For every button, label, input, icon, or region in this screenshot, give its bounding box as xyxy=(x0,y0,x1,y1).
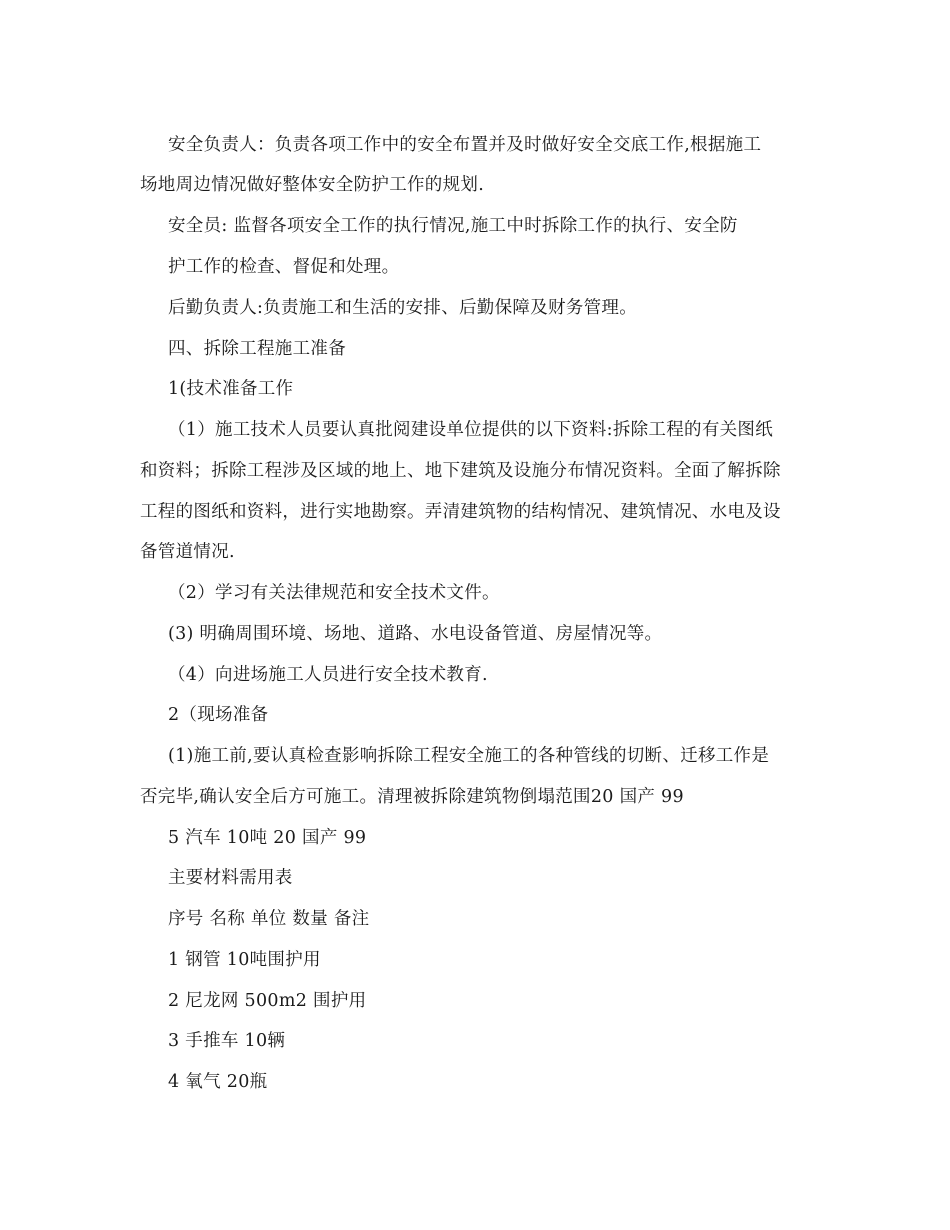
table-title: 主要材料需用表 xyxy=(168,868,293,888)
text-line: 和资料；拆除工程涉及区域的地上、地下建筑及设施分布情况资料。全面了解拆除 xyxy=(140,461,781,481)
subsection-heading: 2（现场准备 xyxy=(168,705,269,725)
table-row: 4 氧气 20瓶 xyxy=(168,1072,268,1092)
table-row: 1 钢管 10吨围护用 xyxy=(168,950,321,970)
subsection-heading: 1(技术准备工作 xyxy=(168,379,294,399)
text-line: （2）学习有关法律规范和安全技术文件。 xyxy=(168,583,500,603)
text-line: (1)施工前,要认真检查影响拆除工程安全施工的各种管线的切断、迁移工作是 xyxy=(168,746,770,766)
text-line: 安全负责人：负责各项工作中的安全布置并及时做好安全交底工作,根据施工 xyxy=(168,135,762,155)
table-row: 3 手推车 10辆 xyxy=(168,1031,286,1051)
text-line: 安全员: 监督各项安全工作的执行情况,施工中时拆除工作的执行、安全防 xyxy=(168,216,738,236)
text-line: （4）向进场施工人员进行安全技术教育. xyxy=(168,665,488,685)
text-line: (3) 明确周围环境、场地、道路、水电设备管道、房屋情况等。 xyxy=(168,624,663,644)
section-heading: 四、拆除工程施工准备 xyxy=(168,339,346,359)
text-line: 否完毕,确认安全后方可施工。清理被拆除建筑物倒塌范围20 国产 99 xyxy=(140,787,684,807)
text-line: 5 汽车 10吨 20 国产 99 xyxy=(168,828,367,848)
text-line: 场地周边情况做好整体安全防护工作的规划. xyxy=(140,175,485,195)
table-header-row: 序号 名称 单位 数量 备注 xyxy=(168,909,370,929)
text-line: 后勤负责人:负责施工和生活的安排、后勤保障及财务管理。 xyxy=(168,298,637,318)
text-line: （1）施工技术人员要认真批阅建设单位提供的以下资料:拆除工程的有关图纸 xyxy=(168,420,774,440)
text-line: 工程的图纸和资料，进行实地勘察。弄清建筑物的结构情况、建筑情况、水电及设 xyxy=(140,502,781,522)
text-line: 备管道情况. xyxy=(140,542,235,562)
table-row: 2 尼龙网 500m2 围护用 xyxy=(168,991,367,1011)
text-line: 护工作的检查、督促和处理。 xyxy=(168,257,400,277)
